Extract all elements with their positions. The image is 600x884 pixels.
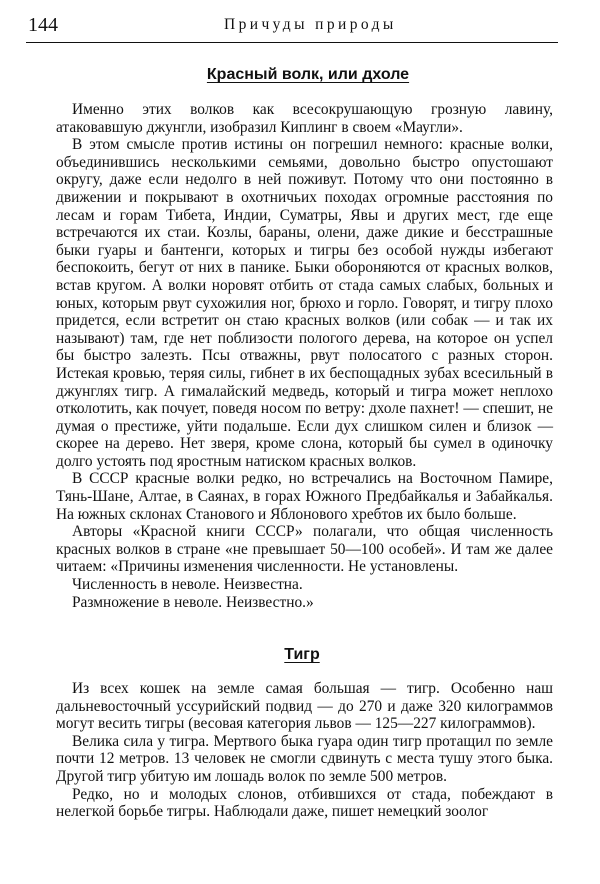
paragraph: В СССР красные волки редко, но встречались на Восточном Памире, Тянь-Шане, Алтае, в Саянах, в горах Южного Предбайкалья и Забайкалья. На южных склонах Станового и Яблонового хребтов их было больше. <box>56 470 553 523</box>
section-body-red-wolf <box>56 101 553 611</box>
running-title: Причуды природы <box>224 16 397 33</box>
section-body-tiger <box>56 680 553 821</box>
running-head <box>28 14 558 40</box>
section-title-tiger <box>2 646 600 664</box>
paragraph: Редко, но и молодых слонов, отбившихся от стада, побеждают в нелегкой борьбе тигры. Наблюдали даже, пишет немецкий зоолог <box>56 785 553 821</box>
paragraph: Размножение в неволе. Неизвестно.» <box>72 593 314 611</box>
page-number: 144 <box>28 14 58 36</box>
paragraph: В этом смысле против истины он погрешил немного: красные волки, объединившись несколькими семьями, довольно быстро опустошают округу, даже если недолго в ней поживут. Потому что они постоянно в движении и покрывают в охотничьих походах огромные расстояния по лесам и горам Тибета, Индии, Суматры, Явы и других мест, где еще встречаются их стаи. Козлы, бараны, олени, даже дикие и бесстрашные быки гуары и бантенги, которых и тигры без особой нужды избегают беспокоить, бегут от них в панике. Быки обороняются от красных волков, встав кругом. А волки норовят отбить от стада самых слабых, больных и юных, которым рвут сухожилия ног, брюхо и горло. Говорят, и тигру плохо придется, если встретит он стаю красных волков (или собак — и так их называют) там, где нет поблизости пологого дерева, на которое он успел бы быстро залезть. Псы отважны, рвут полосатого с разных сторон. Истекая кровью, теряя силы, гибнет в их беспощадных зубах всесильный в джунглях тигр. А гималайский медведь, который и тигра может неплохо отколотить, как почует, поведя носом по ветру: дхоле пахнет! — спешит, не думая о престиже, уйти подальше. Если дух слишком силен и близок — скорее на дерево. Нет зверя, кроме слона, который бы сумел в одиночку долго устоять под яростным натиском красных волков. <box>56 136 553 470</box>
paragraph: Именно этих волков как всесокрушающую грозную лавину, атаковавшую джунгли, изобразил Киплинг в своем «Маугли». <box>56 101 553 136</box>
section-title-red-wolf <box>8 66 600 84</box>
paragraph: Численность в неволе. Неизвестна. <box>72 576 303 594</box>
paragraph: Авторы «Красной книги СССР» полагали, что общая численность красных волков в стране «не превышает 50—100 особей». И там же далее читаем: «Причины изменения численности. Не установлены. <box>56 523 553 576</box>
section-title-text: Тигр <box>284 646 320 663</box>
section-title-text: Красный волк, или дхоле <box>206 66 410 83</box>
paragraph: Из всех кошек на земле самая большая — тигр. Особенно наш дальневосточный уссурийский подвид — до 270 и даже 320 килограммов могут весить тигры (весовая категория львов — 125—227 килограммов). <box>56 680 553 733</box>
header-rule <box>26 42 558 43</box>
paragraph: Велика сила у тигра. Мертвого быка гуара один тигр протащил по земле почти 12 метров. 13 человек не смогли сдвинуть с места тушу этого быка. Другой тигр убитую им лошадь волок по земле 500 метров. <box>56 732 553 785</box>
